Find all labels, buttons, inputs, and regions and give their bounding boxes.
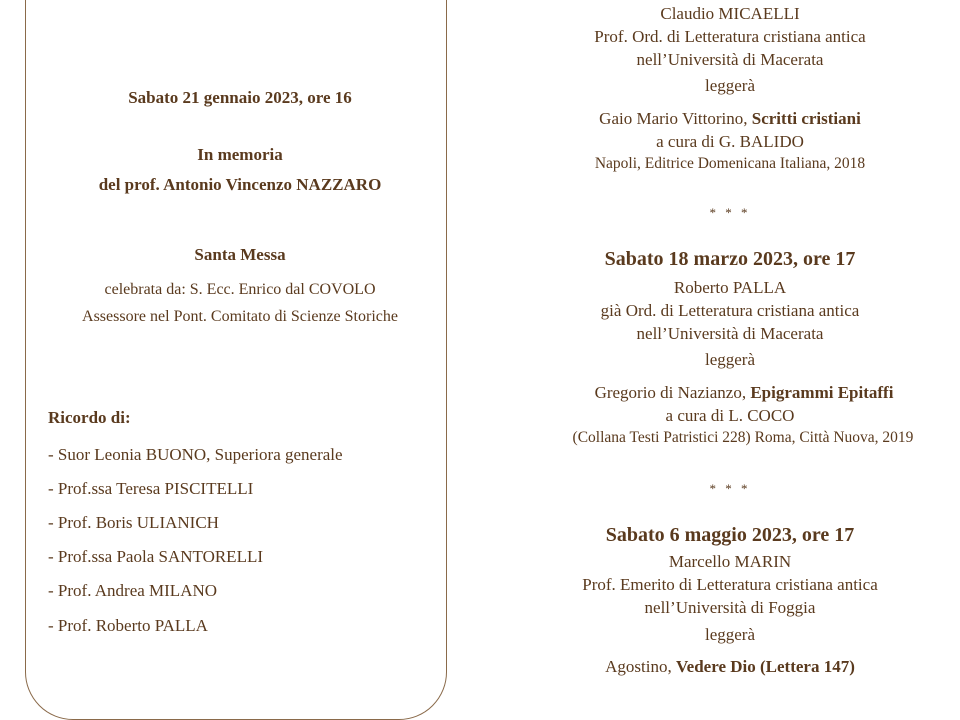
separator: * * * — [709, 481, 751, 496]
event3-work-title: Vedere Dio (Lettera 147) — [675, 657, 855, 676]
remembrance-item: - Prof. Roberto PALLA — [48, 616, 208, 635]
event1-work — [599, 109, 861, 129]
event2-publisher: (Collana Testi Patristici 228) Roma, Città Nuova, 2019 — [572, 429, 914, 446]
memorial-subject: del prof. Antonio Vincenzo NAZZARO — [98, 175, 382, 194]
event3-work-author: Agostino, — [605, 657, 676, 676]
event2-university: nell’Università di Macerata — [636, 324, 824, 343]
event1-work-author: Gaio Mario Vittorino, — [599, 109, 752, 128]
event3-date: Sabato 6 maggio 2023, ore 17 — [605, 524, 855, 546]
event1-work-title: Scritti cristiani — [751, 109, 861, 128]
event3-reads: leggerà — [704, 625, 756, 644]
event2-date: Sabato 18 marzo 2023, ore 17 — [604, 248, 856, 270]
event3-speaker: Marcello MARIN — [668, 552, 792, 571]
event2-work-title: Epigrammi Epitaffi — [750, 383, 894, 402]
mass-title: Santa Messa — [194, 245, 286, 264]
event1-university: nell’Università di Macerata — [636, 50, 824, 69]
event1-role: Prof. Ord. di Letteratura cristiana antica — [594, 27, 866, 46]
event2-reads: leggerà — [704, 350, 756, 369]
event1-speaker: Claudio MICAELLI — [660, 4, 800, 23]
event1-editor: a cura di G. BALIDO — [656, 132, 804, 151]
event1-reads: leggerà — [704, 76, 756, 95]
remembrance-title: Ricordo di: — [48, 408, 131, 427]
event-date-january: Sabato 21 gennaio 2023, ore 16 — [128, 88, 352, 107]
remembrance-item: - Prof. Andrea MILANO — [48, 581, 218, 600]
remembrance-item: - Prof.ssa Paola SANTORELLI — [48, 547, 263, 566]
separator: * * * — [709, 205, 751, 220]
event2-editor: a cura di L. COCO — [665, 406, 795, 425]
memorial-heading: In memoria — [197, 145, 283, 164]
event1-publisher: Napoli, Editrice Domenicana Italiana, 2018 — [594, 155, 866, 172]
event2-work-author: Gregorio di Nazianzo, — [594, 383, 751, 402]
event2-work — [595, 383, 894, 403]
event3-work — [605, 657, 855, 677]
event2-role: già Ord. di Letteratura cristiana antica — [600, 301, 860, 320]
remembrance-item: - Prof. Boris ULIANICH — [48, 513, 219, 532]
event3-role: Prof. Emerito di Letteratura cristiana antica — [582, 575, 878, 594]
left-panel-border — [25, 0, 447, 720]
remembrance-item: - Suor Leonia BUONO, Superiora generale — [48, 445, 343, 464]
event2-speaker: Roberto PALLA — [673, 278, 787, 297]
mass-celebrant-role: Assessore nel Pont. Comitato di Scienze Storiche — [82, 308, 398, 325]
remembrance-item: - Prof.ssa Teresa PISCITELLI — [48, 479, 254, 498]
mass-celebrant: celebrata da: S. Ecc. Enrico dal COVOLO — [104, 281, 376, 298]
event3-university: nell’Università di Foggia — [644, 598, 816, 617]
